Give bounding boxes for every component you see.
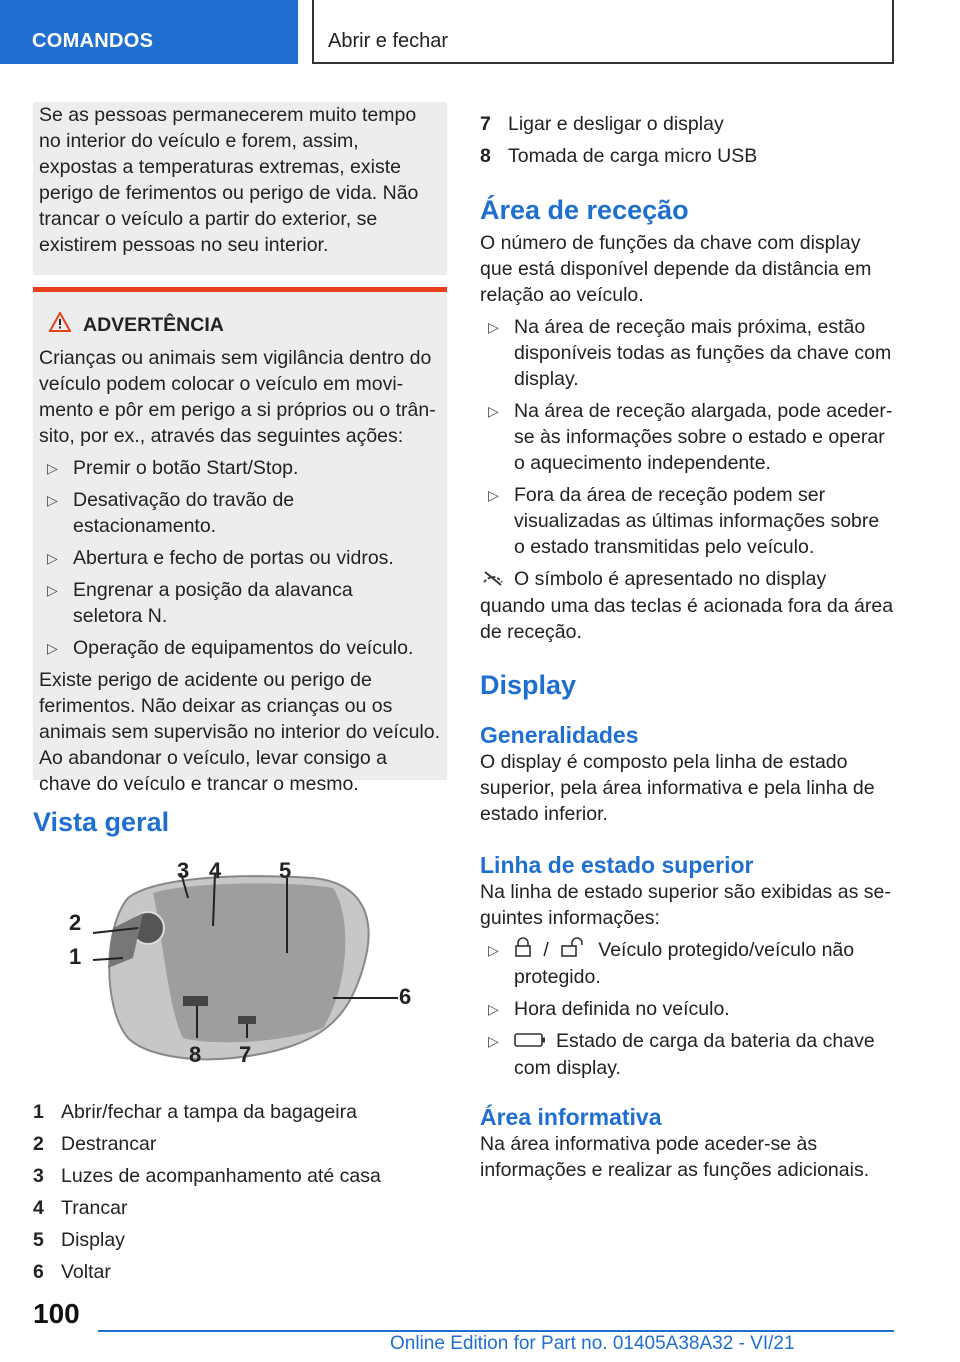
bullet-triangle-icon: ▷ xyxy=(488,319,499,335)
callout-3: 3 xyxy=(177,858,190,883)
warning-box xyxy=(33,292,447,796)
warning-list-item: ▷ Desativação do travão de estacionamento. xyxy=(47,489,295,538)
warning-closing: Existe perigo de acidente ou perigo de ferimentos. Não deixar as crianças ou os animais sem supervisão no interior do veículo. Ao abandonar o veículo, levar consigo a chave do veículo e trancar o mesmo. xyxy=(39,669,441,796)
legend-item: 6 Voltar xyxy=(33,1261,111,1283)
status-line-text: Na linha de estado superior são exibidas as seguintes informações: xyxy=(480,880,891,929)
page-number: 100 xyxy=(33,1298,80,1329)
warning-title: ADVERTÊNCIA xyxy=(83,314,224,336)
callout-4: 4 xyxy=(209,858,222,883)
legend-item: 3 Luzes de acompanhamento até casa xyxy=(33,1165,381,1187)
display-title: Display xyxy=(480,669,577,700)
warning-list-item: ▷ Abertura e fecho de portas ou vidros. xyxy=(47,547,394,570)
bullet-triangle-icon: ▷ xyxy=(488,941,499,958)
legend-item: 7 Ligar e desligar o display xyxy=(480,113,724,135)
legend-list xyxy=(33,1096,447,1288)
warning-heading xyxy=(39,312,441,339)
intro-text: Se as pessoas permanecerem muito tempo no interior do veículo e forem, assim, expostas a temperaturas extremas, existe perigo de ferimentos ou perigo de vida. Não trancar o veículo a partir do exterior, se existirem pessoas no seu interior. xyxy=(39,104,419,256)
bullet-triangle-icon: ▷ xyxy=(47,582,58,599)
reception-title: Área de receção xyxy=(480,195,689,225)
bullet-triangle-icon: ▷ xyxy=(47,460,58,477)
left-column xyxy=(33,102,447,1288)
overview-title: Vista geral xyxy=(33,807,170,837)
lock-open-icon xyxy=(560,937,588,964)
edition-text: Online Edition for Part no. 01405A38A32 - VI/21 xyxy=(390,1333,795,1354)
status-line-title: Linha de estado superior xyxy=(480,851,754,878)
warning-list-item: ▷ Operação de equipamentos do veículo. xyxy=(47,637,414,660)
callout-6: 6 xyxy=(399,984,412,1009)
warning-list-item: ▷ Engrenar a posição da alavanca seletora N. xyxy=(47,579,353,628)
bullet-triangle-icon: ▷ xyxy=(47,492,58,509)
status-separator: / xyxy=(543,938,549,961)
status-item: ▷ Hora definida no veículo. xyxy=(488,998,730,1021)
warning-triangle-icon xyxy=(49,312,71,339)
callout-8: 8 xyxy=(189,1042,202,1067)
battery-icon xyxy=(514,1029,546,1055)
warning-lead: Crianças ou animais sem vigilância dentro do veículo podem colocar o veículo em movimento e pôr em perigo a si próprios ou o trânsito, por ex., através das seguintes ações: xyxy=(39,347,436,448)
key-illustration xyxy=(33,858,447,1088)
legend-item: 5 Display xyxy=(33,1229,125,1251)
general-title: Generalidades xyxy=(480,721,639,748)
reception-note: O símbolo é apresentado no display quando uma das teclas é acionada fora da área de receção. xyxy=(480,568,894,643)
bullet-triangle-icon: ▷ xyxy=(488,487,499,503)
info-area-text: Na área informativa pode aceder-se às informações e realizar as funções adicionais. xyxy=(480,1133,870,1182)
lock-closed-icon xyxy=(514,937,532,964)
callout-1: 1 xyxy=(69,944,82,969)
footer-rule xyxy=(98,1330,894,1332)
callout-2: 2 xyxy=(69,910,82,935)
bullet-triangle-icon: ▷ xyxy=(47,550,58,567)
info-area-title: Área informativa xyxy=(480,1104,662,1131)
bullet-triangle-icon: ▷ xyxy=(488,403,499,419)
chapter-header xyxy=(312,0,894,64)
status-item: ▷ / Veículo protegido/veículo não protegido. xyxy=(488,938,855,989)
general-text: O display é composto pela linha de estado superior, pela área informativa e pela linha de estado inferior. xyxy=(480,750,875,825)
callout-7: 7 xyxy=(239,1042,252,1067)
section-label: COMANDOS xyxy=(32,30,154,52)
legend-list-continued xyxy=(480,108,894,172)
status-item: ▷ Estado de carga da bateria da chave com display. xyxy=(488,1030,875,1080)
legend-item: 2 Destrancar xyxy=(33,1133,157,1155)
bullet-triangle-icon: ▷ xyxy=(47,640,58,657)
reception-text: O número de funções da chave com display que está disponível depende da distância em relação ao veículo. xyxy=(480,232,872,306)
legend-item: 1 Abrir/fechar a tampa da bagageira xyxy=(33,1101,357,1123)
legend-item: 8 Tomada de carga micro USB xyxy=(480,145,758,167)
warning-list-item: ▷ Premir o botão Start/Stop. xyxy=(47,457,299,480)
bullet-triangle-icon: ▷ xyxy=(488,1001,499,1018)
reception-item: ▷ Fora da área de receção podem ser visualizadas as últimas informações sobre o estado transmitidas pelo veículo. xyxy=(488,484,880,558)
out-of-range-icon xyxy=(482,567,504,593)
reception-item: ▷ Na área de receção mais próxima, estão disponíveis todas as funções da chave com display. xyxy=(488,316,892,390)
chapter-title: Abrir e fechar xyxy=(328,30,449,52)
bullet-triangle-icon: ▷ xyxy=(488,1033,499,1050)
reception-item: ▷ Na área de receção alargada, pode aceder-se às informações sobre o estado e operar o aquecimento independente. xyxy=(488,400,893,474)
callout-5: 5 xyxy=(279,858,292,883)
legend-item: 4 Trancar xyxy=(33,1197,128,1219)
section-tab xyxy=(0,0,298,64)
intro-box xyxy=(33,102,447,275)
right-column xyxy=(480,108,894,1183)
